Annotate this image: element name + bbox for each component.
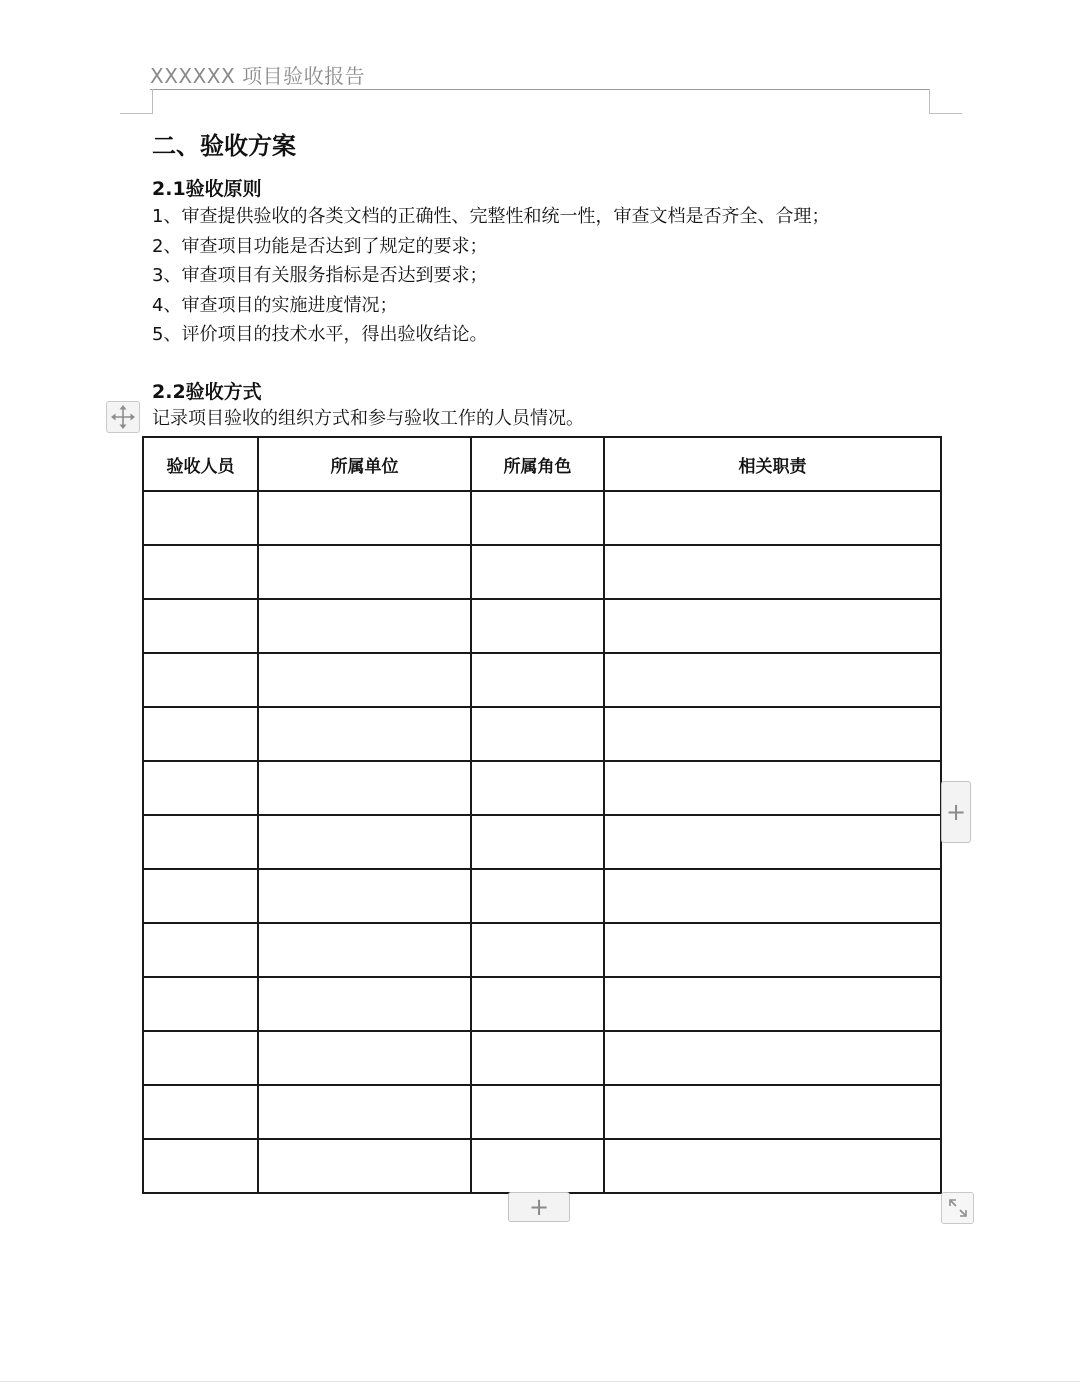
acceptance-staff-table: [142, 436, 942, 1194]
table-cell[interactable]: [258, 599, 471, 653]
table-cell[interactable]: [471, 653, 604, 707]
table-resize-handle[interactable]: [941, 1192, 974, 1224]
table-cell[interactable]: [258, 1031, 471, 1085]
table-cell[interactable]: [604, 1139, 941, 1193]
table-row: [143, 761, 941, 815]
subsection-title-method: 2.2验收方式: [152, 381, 262, 403]
table-header-row: [143, 437, 941, 491]
table-row: [143, 923, 941, 977]
table-cell[interactable]: [258, 977, 471, 1031]
table-row: [143, 653, 941, 707]
table-cell[interactable]: [471, 599, 604, 653]
table-cell[interactable]: [604, 545, 941, 599]
table-cell[interactable]: [143, 707, 258, 761]
table-cell[interactable]: [471, 707, 604, 761]
table-move-handle[interactable]: [106, 401, 140, 433]
table-cell[interactable]: [143, 545, 258, 599]
resize-diagonal-icon: [946, 1196, 970, 1220]
table-cell[interactable]: [604, 599, 941, 653]
table-cell[interactable]: [143, 761, 258, 815]
table-cell[interactable]: [143, 1031, 258, 1085]
move-arrows-icon: [110, 404, 136, 430]
table-row: [143, 1031, 941, 1085]
table-cell[interactable]: [258, 653, 471, 707]
table-cell[interactable]: [604, 653, 941, 707]
table-cell[interactable]: [143, 653, 258, 707]
margin-corner-mark-right: [929, 89, 962, 114]
subsection-title-principles: 2.1验收原则: [152, 178, 262, 200]
header-divider: [150, 89, 930, 90]
table-row: [143, 491, 941, 545]
table-row: [143, 545, 941, 599]
list-item: 3、审查项目有关服务指标是否达到要求；: [152, 265, 488, 286]
table-cell[interactable]: [604, 707, 941, 761]
table-cell[interactable]: [258, 815, 471, 869]
table-cell[interactable]: [143, 491, 258, 545]
table-row: [143, 815, 941, 869]
table-cell[interactable]: [471, 815, 604, 869]
table-cell[interactable]: [604, 1085, 941, 1139]
column-header-role[interactable]: 所属角色: [471, 437, 604, 491]
table-cell[interactable]: [258, 1139, 471, 1193]
table-row: [143, 1139, 941, 1193]
margin-corner-mark-left: [120, 89, 153, 114]
table-row: [143, 1085, 941, 1139]
table-cell[interactable]: [143, 869, 258, 923]
add-column-button[interactable]: [941, 781, 971, 843]
table-cell[interactable]: [471, 1085, 604, 1139]
table-cell[interactable]: [604, 869, 941, 923]
table-cell[interactable]: [143, 1085, 258, 1139]
page-bottom-edge: [0, 1381, 1080, 1382]
column-header-unit[interactable]: 所属单位: [258, 437, 471, 491]
table-cell[interactable]: [143, 599, 258, 653]
list-item: 5、评价项目的技术水平，得出验收结论。: [152, 324, 488, 345]
principles-list: [152, 202, 829, 350]
list-item: 2、审查项目功能是否达到了规定的要求；: [152, 235, 488, 257]
plus-icon: +: [945, 798, 967, 826]
table-cell[interactable]: [604, 815, 941, 869]
method-description: 记录项目验收的组织方式和参与验收工作的人员情况。: [152, 408, 584, 429]
table-cell[interactable]: [258, 545, 471, 599]
list-item: 4、审查项目的实施进度情况；: [152, 294, 398, 316]
table-cell[interactable]: [258, 761, 471, 815]
table-cell[interactable]: [471, 977, 604, 1031]
page-header-title: XXXXXX 项目验收报告: [150, 64, 366, 88]
table-cell[interactable]: [471, 761, 604, 815]
table-cell[interactable]: [143, 815, 258, 869]
table-cell[interactable]: [604, 923, 941, 977]
column-header-duties[interactable]: 相关职责: [604, 437, 941, 491]
table-cell[interactable]: [258, 707, 471, 761]
table-cell[interactable]: [471, 1031, 604, 1085]
table-cell[interactable]: [143, 1139, 258, 1193]
table-cell[interactable]: [143, 923, 258, 977]
table-cell[interactable]: [258, 869, 471, 923]
table-cell[interactable]: [471, 1139, 604, 1193]
table-cell[interactable]: [471, 491, 604, 545]
table-cell[interactable]: [604, 761, 941, 815]
table-row: [143, 869, 941, 923]
table-cell[interactable]: [471, 869, 604, 923]
column-header-staff[interactable]: 验收人员: [143, 437, 258, 491]
table-cell[interactable]: [604, 1031, 941, 1085]
table-cell[interactable]: [258, 1085, 471, 1139]
list-item: 1、审查提供验收的各类文档的正确性、完整性和统一性，审查文档是否齐全、合理；: [152, 206, 830, 227]
table-cell[interactable]: [604, 491, 941, 545]
table-row: [143, 599, 941, 653]
section-title: 二、验收方案: [152, 132, 296, 160]
table-cell[interactable]: [471, 923, 604, 977]
table-row: [143, 707, 941, 761]
table-cell[interactable]: [258, 923, 471, 977]
table-row: [143, 977, 941, 1031]
plus-icon: +: [528, 1193, 550, 1221]
table-cell[interactable]: [258, 491, 471, 545]
table-cell[interactable]: [471, 545, 604, 599]
table-cell[interactable]: [143, 977, 258, 1031]
table-cell[interactable]: [604, 977, 941, 1031]
add-row-button[interactable]: [508, 1192, 570, 1222]
